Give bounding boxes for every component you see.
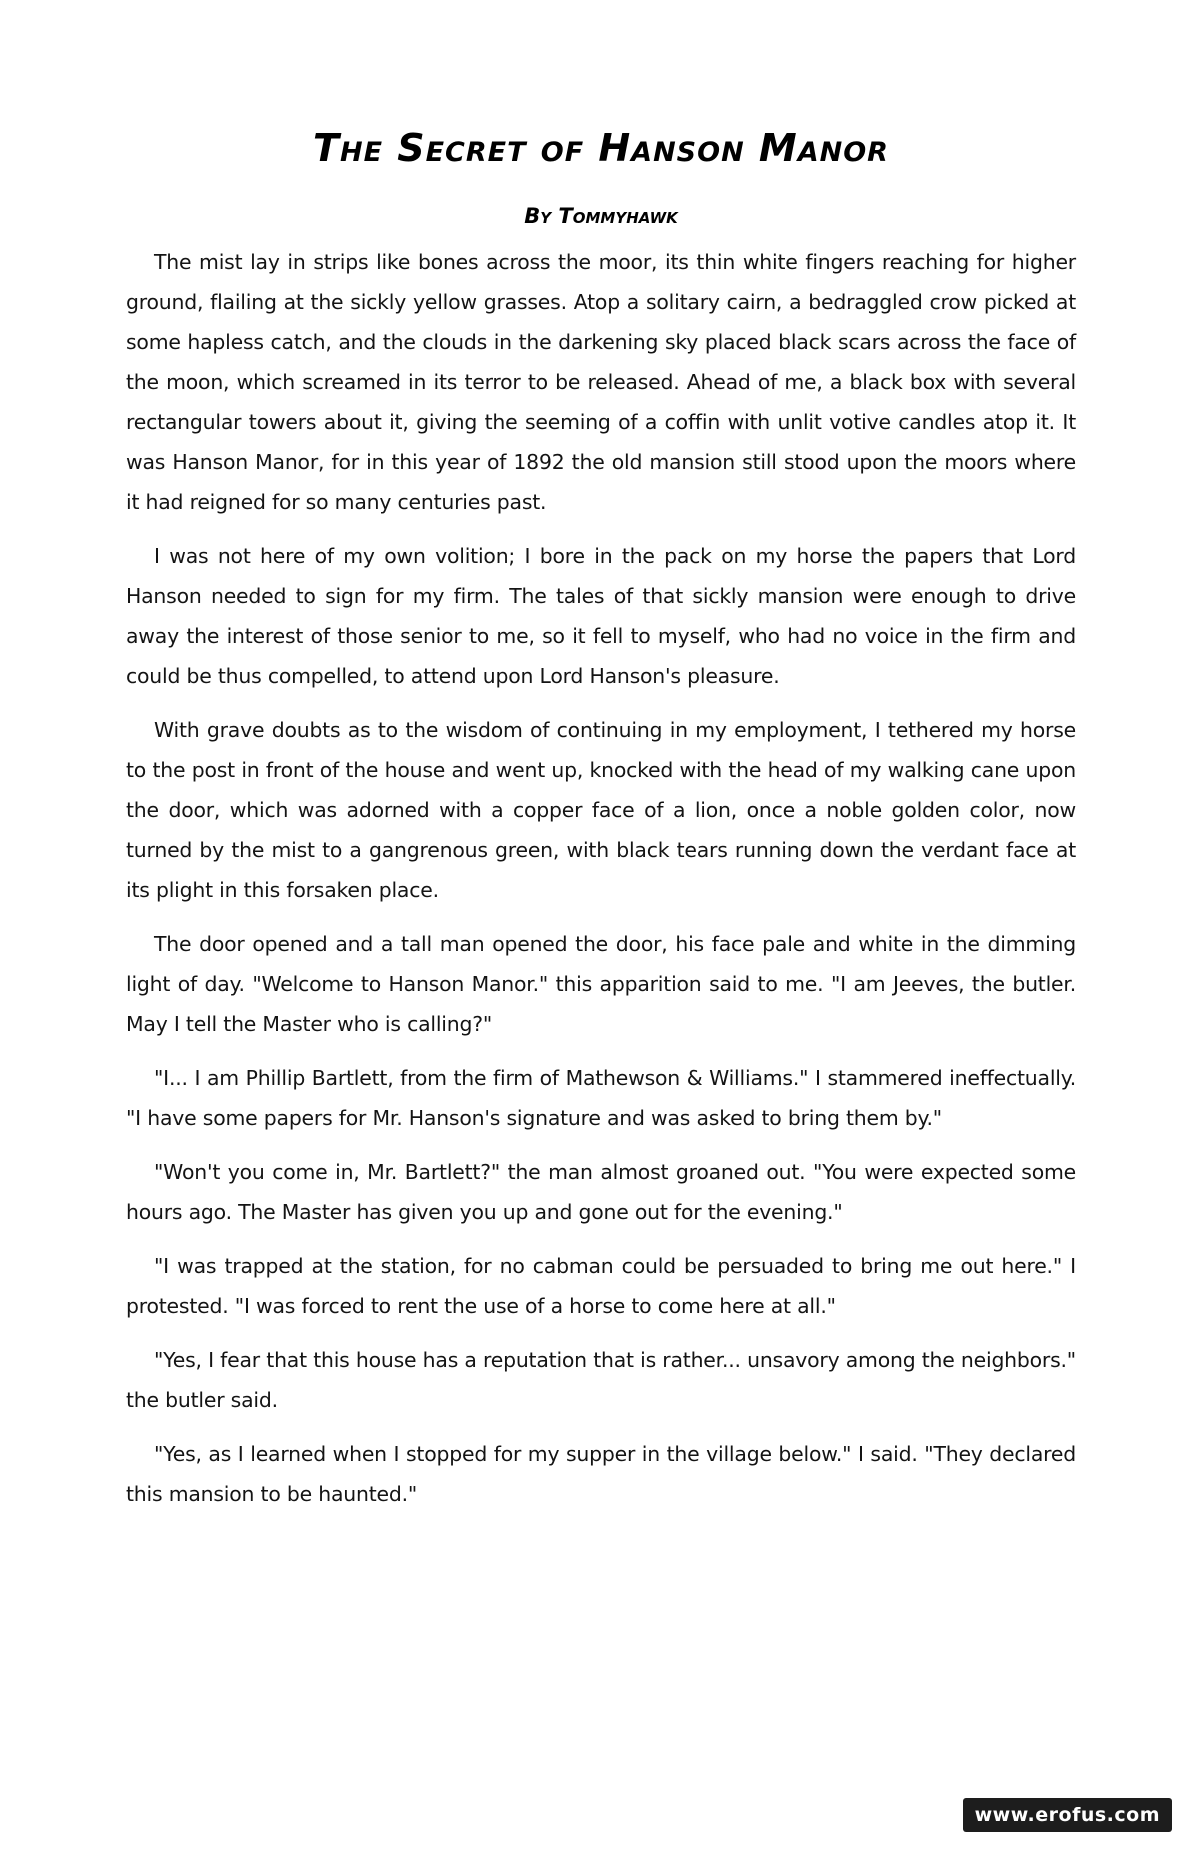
story-byline: By Tommyhawk <box>524 204 678 228</box>
story-body <box>126 242 1076 1514</box>
story-paragraph: "I... I am Phillip Bartlett, from the firm of Mathewson & Williams." I stammered ineffectually. "I have some papers for Mr. Hanson's signature and was asked to bring them by." <box>126 1066 1076 1130</box>
story-paragraph: The mist lay in strips like bones across the moor, its thin white fingers reaching for higher ground, flailing at the sickly yellow grasses. Atop a solitary cairn, a bedraggled crow picked at some hapless catch, and the clouds in the darkening sky placed black scars across the face of the moon, which screamed in its terror to be released. Ahead of me, a black box with several rectangular towers about it, giving the seeming of a coffin with unlit votive candles atop it. It was Hanson Manor, for in this year of 1892 the old mansion still stood upon the moors where it had reigned for so many centuries past. <box>126 250 1076 514</box>
story-paragraph: I was not here of my own volition; I bore in the pack on my horse the papers that Lord Hanson needed to sign for my firm. The tales of that sickly mansion were enough to drive away the interest of those senior to me, so it fell to myself, who had no voice in the firm and could be thus compelled, to attend upon Lord Hanson's pleasure. <box>126 544 1076 688</box>
story-paragraph: "I was trapped at the station, for no cabman could be persuaded to bring me out here." I protested. "I was forced to rent the use of a horse to come here at all." <box>126 1254 1076 1318</box>
story-paragraph: With grave doubts as to the wisdom of continuing in my employment, I tethered my horse to the post in front of the house and went up, knocked with the head of my walking cane upon the door, which was adorned with a copper face of a lion, once a noble golden color, now turned by the mist to a gangrenous green, with black tears running down the verdant face at its plight in this forsaken place. <box>126 718 1076 902</box>
story-paragraph: "Won't you come in, Mr. Bartlett?" the man almost groaned out. "You were expected some hours ago. The Master has given you up and gone out for the evening." <box>126 1160 1076 1224</box>
site-watermark: www.erofus.com <box>963 1798 1172 1832</box>
story-paragraph: "Yes, as I learned when I stopped for my supper in the village below." I said. "They declared this mansion to be haunted." <box>126 1442 1076 1506</box>
story-paragraph: "Yes, I fear that this house has a reputation that is rather... unsavory among the neighbors." the butler said. <box>126 1348 1076 1412</box>
story-title: The Secret of Hanson Manor <box>313 126 889 170</box>
story-paragraph: The door opened and a tall man opened the door, his face pale and white in the dimming light of day. "Welcome to Hanson Manor." this apparition said to me. "I am Jeeves, the butler. May I tell the Master who is calling?" <box>126 932 1076 1036</box>
